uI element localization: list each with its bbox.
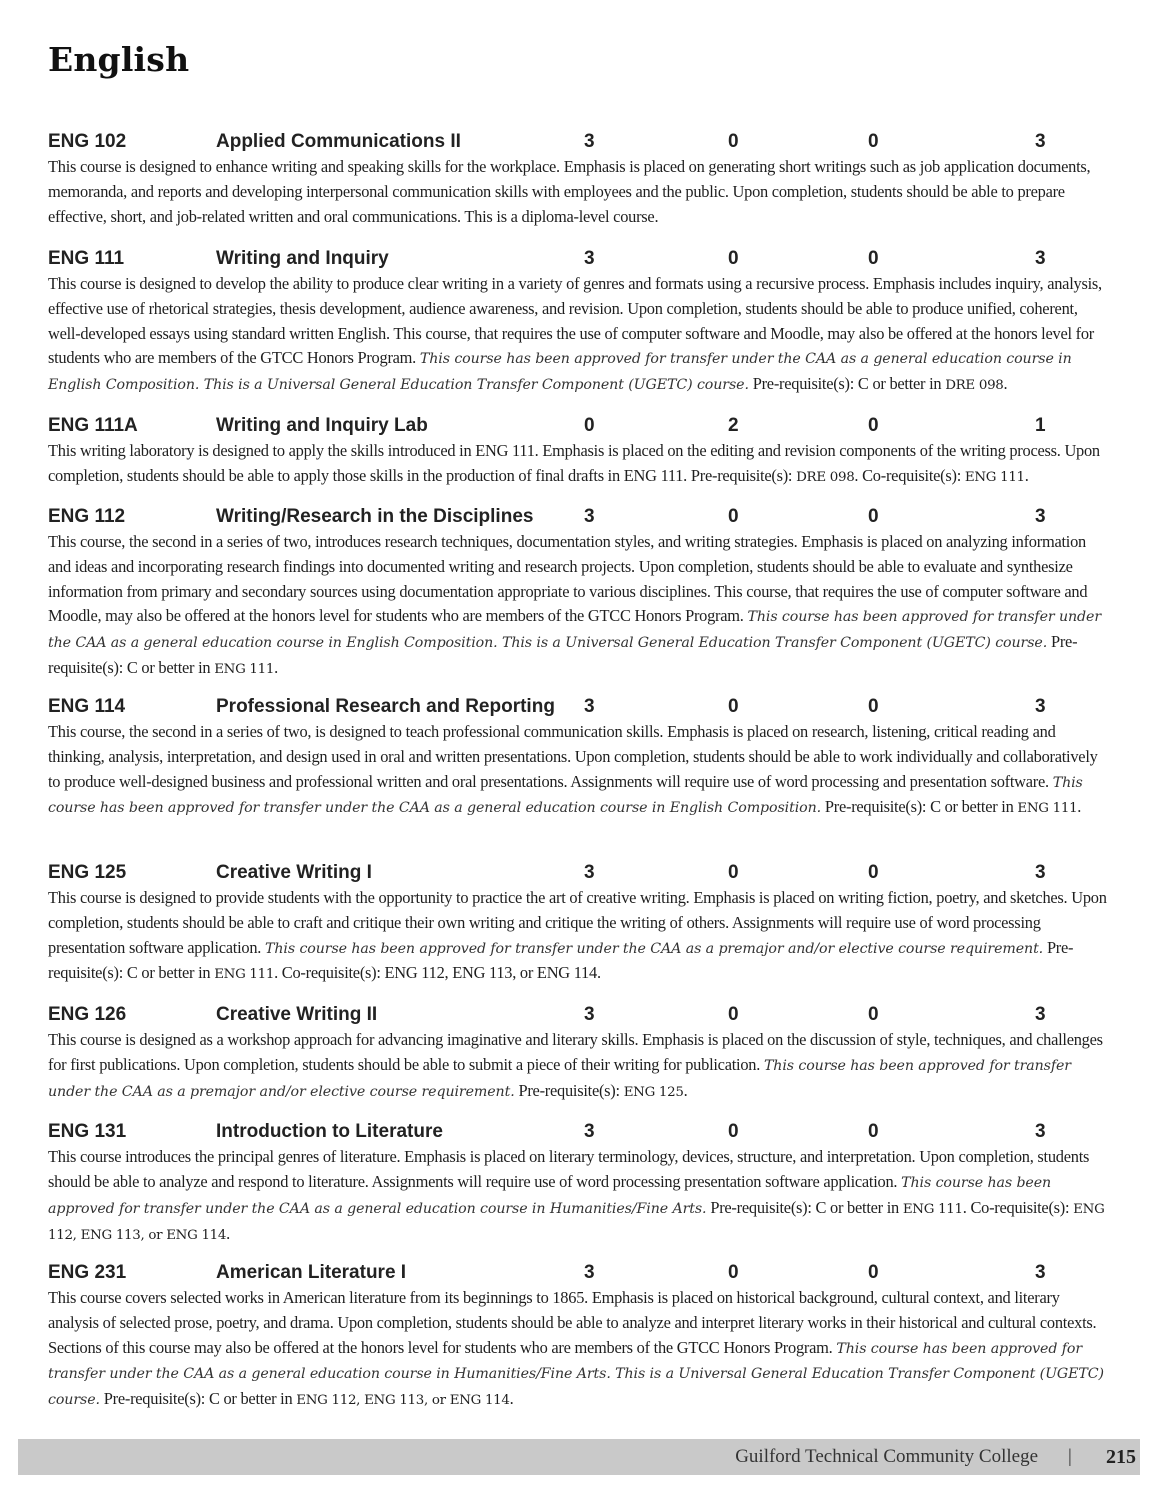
lab-hours: 0: [728, 1262, 739, 1283]
transfer-note: This course has been approved for transfer under the CAA as a general education course in Humanities/Fine Arts. This is a Universal General Education Transfer Component (UGETC) course.: [48, 1340, 1104, 1409]
course-header: [48, 1261, 1110, 1285]
prerequisite-label: Pre-requisite(s): C or better in: [752, 374, 942, 394]
lecture-hours: 3: [584, 1262, 595, 1283]
clinical-hours: 0: [868, 696, 879, 717]
prerequisite-course: ENG 111: [214, 661, 275, 677]
transfer-note: This course has been approved for transfer under the CAA as a premajor and/or elective course requirement.: [265, 940, 1044, 957]
course-title: Creative Writing I: [216, 862, 372, 883]
course-entry: [48, 695, 1110, 822]
prerequisite-course: ENG 112, ENG 113, or ENG 114: [296, 1393, 510, 1409]
credit-hours: 3: [1035, 248, 1046, 269]
course-entry: [48, 247, 1110, 399]
lecture-hours: 3: [584, 1121, 595, 1142]
course-entry: [48, 1120, 1110, 1249]
corequisite-label: Co-requisite(s):: [970, 1197, 1070, 1217]
corequisite-text: Co-requisite(s): ENG 112, ENG 113, or ENG 114: [281, 963, 597, 983]
prerequisite-label: Pre-requisite(s): C or better in: [824, 797, 1014, 817]
footer-separator: |: [1068, 1446, 1072, 1467]
course-description: This course, the second in a series of two, is designed to teach professional communication skills. Emphasis is placed on research, listening, critical reading and thinking, analysis, interpretation, and design used in oral and written presentations. Upon completion, students should be able to work individually and collaboratively to produce well-designed business and professional written and oral presentations. Assignments will require use of word processing and presentation software. This course has been approved for transfer under the CAA as a general education course in English Composition. Pre-requisite(s): C or better in ENG 111.: [48, 722, 1098, 817]
course-description: [48, 155, 1110, 229]
credit-hours: 3: [1035, 862, 1046, 883]
transfer-note: This course has been approved for transfer under the CAA as a general education course in English Composition. This is a Universal General Education Transfer Component (UGETC) course.: [48, 609, 1101, 652]
course-code: ENG 102: [48, 131, 127, 152]
course-entry: [48, 861, 1110, 988]
clinical-hours: 0: [868, 1262, 879, 1283]
course-description: This course introduces the principal genres of literature. Emphasis is placed on literary terminology, devices, structure, and interpretation. Upon completion, students should be able to analyze and respond to literature. Assignments will require use of word processing presentation software application. This course has been approved for transfer under the CAA as a general education course in Humanities/Fine Arts. Pre-requisite(s): C or better in ENG 111. Co-requisite(s): ENG 112, ENG 113, or ENG 114.: [48, 1147, 1105, 1244]
lecture-hours: 3: [584, 248, 595, 269]
course-code: ENG 131: [48, 1121, 127, 1142]
course-description: This course is designed as a workshop approach for advancing imaginative and literary skills. Emphasis is placed on the discussion of style, techniques, and challenges for first publications. Upon completion, students should be able to submit a piece of their writing for publication. This course has been approved for transfer under the CAA as a premajor and/or elective course requirement. Pre-requisite(s): ENG 125.: [48, 1030, 1103, 1100]
lecture-hours: 3: [584, 506, 595, 527]
course-description: This course covers selected works in American literature from its beginnings to 1865. Emphasis is placed on historical background, cultural context, and literary analysis of selected prose, poetry, and drama. Upon completion, students should be able to analyze and interpret literary works in their historical and cultural contexts. Sections of this course may also be offered at the honors level for students who are members of the GTCC Honors Program. This course has been approved for transfer under the CAA as a general education course in Humanities/Fine Arts. This is a Universal General Education Transfer Component (UGETC) course. Pre-requisite(s): C or better in ENG 112, ENG 113, or ENG 114.: [48, 1288, 1104, 1409]
prerequisite-course: ENG 111: [902, 1201, 963, 1217]
course-code: ENG 111A: [48, 415, 138, 436]
transfer-note: This course has been approved for transfer under the CAA as a general education course in Humanities/Fine Arts.: [48, 1174, 1052, 1217]
course-code: ENG 114: [48, 696, 126, 717]
transfer-note: This course has been approved for transfer under the CAA as a general education course in English Composition. This is a Universal General Education Transfer Component (UGETC) course.: [48, 351, 1072, 394]
prerequisite-label: Pre-requisite(s): C or better in: [710, 1197, 899, 1217]
transfer-note: This course has been approved for transfer under the CAA as a general education course in English Composition.: [48, 774, 1083, 817]
description-text: This course is designed as a workshop approach for advancing imaginative and literary skills. Emphasis is placed on the discussion of style, techniques, and challenges for first publications. Upon completion, students should be able to submit a piece of their writing for publication.: [48, 1030, 1103, 1074]
prerequisite-course: ENG 111: [1017, 801, 1078, 817]
lab-hours: 2: [728, 415, 739, 436]
course-title: Applied Communications II: [216, 131, 461, 152]
lab-hours: 0: [728, 1004, 739, 1025]
transfer-note: This course has been approved for transfer under the CAA as a premajor and/or elective course requirement.: [48, 1057, 1071, 1100]
course-header: [48, 130, 1110, 154]
course-description: This writing laboratory is designed to apply the skills introduced in ENG 111. Emphasis is placed on the editing and revision components of the writing process. Upon completion, students should be able to apply those skills in the production of final drafts in ENG 111. Pre-requisite(s): DRE 098. Co-requisite(s): ENG 111.: [48, 441, 1100, 485]
page-title: English: [48, 40, 190, 79]
lab-hours: 0: [728, 1121, 739, 1142]
clinical-hours: 0: [868, 862, 879, 883]
clinical-hours: 0: [868, 248, 879, 269]
lab-hours: 0: [728, 506, 739, 527]
lecture-hours: 3: [584, 696, 595, 717]
course-header: [48, 1003, 1110, 1027]
credit-hours: 3: [1035, 1004, 1046, 1025]
course-description: This course is designed to provide students with the opportunity to practice the art of creative writing. Emphasis is placed on writing fiction, poetry, and sketches. Upon completion, students should be able to craft and critique their own writing and critique the writing of others. Assignments will require use of word processing presentation software application. This course has been approved for transfer under the CAA as a premajor and/or elective course requirement. Pre-requisite(s): C or better in ENG 111. Co-requisite(s): ENG 112, ENG 113, or ENG 114.: [48, 888, 1107, 983]
lecture-hours: 3: [584, 1004, 595, 1025]
credit-hours: 1: [1035, 415, 1046, 436]
course-title: Writing and Inquiry Lab: [216, 415, 428, 436]
course-title: Writing/Research in the Disciplines: [216, 506, 534, 527]
course-title: Introduction to Literature: [216, 1121, 443, 1142]
credit-hours: 3: [1035, 696, 1046, 717]
course-code: ENG 126: [48, 1004, 127, 1025]
course-description: This course, the second in a series of two, introduces research techniques, documentation styles, and writing strategies. Emphasis is placed on analyzing information and ideas and incorporating research findings into documented writing and research projects. Upon completion, students should be able to evaluate and synthesize information from primary and secondary sources using documentation appropriate to various disciplines. This course, that requires the use of computer software and Moodle, may also be offered at the honors level for students who are members of the GTCC Honors Program. This course has been approved for transfer under the CAA as a general education course in English Composition. This is a Universal General Education Transfer Component (UGETC) course. Pre-requisite(s): C or better in ENG 111.: [48, 532, 1101, 677]
course-title: Writing and Inquiry: [216, 248, 389, 269]
corequisite-label: Co-requisite(s):: [862, 465, 961, 485]
lecture-hours: 3: [584, 862, 595, 883]
prerequisite-label: Pre-requisite(s): C or better in: [103, 1389, 293, 1409]
description-text: This course, the second in a series of two, is designed to teach professional communication skills. Emphasis is placed on research, listening, critical reading and thinking, analysis, interpretation, and design used in oral and written presentations. Upon completion, students should be able to work individually and collaboratively to produce well-designed business and professional written and oral presentations. Assignments will require use of word processing and presentation software.: [48, 722, 1098, 791]
course-title: Professional Research and Reporting: [216, 696, 555, 717]
course-header: [48, 1120, 1110, 1144]
description-text: This course is designed to provide students with the opportunity to practice the art of creative writing. Emphasis is placed on writing fiction, poetry, and sketches. Upon completion, students should be able to craft and critique their own writing and critique the writing of others. Assignments will require use of word processing presentation software application.: [48, 888, 1107, 957]
course-entry: [48, 505, 1110, 683]
course-code: ENG 111: [48, 248, 125, 269]
clinical-hours: 0: [868, 131, 879, 152]
credit-hours: 3: [1035, 1121, 1046, 1142]
corequisite-course: ENG 112, ENG 113, or ENG 114: [48, 1201, 1105, 1244]
course-code: ENG 231: [48, 1262, 127, 1283]
prerequisite-course: ENG 125: [623, 1084, 684, 1100]
lab-hours: 0: [728, 862, 739, 883]
prerequisite-label: Pre-requisite(s): C or better in: [48, 632, 1078, 677]
course-header: [48, 695, 1110, 719]
clinical-hours: 0: [868, 1004, 879, 1025]
description-text: This course introduces the principal genres of literature. Emphasis is placed on literary terminology, devices, structure, and interpretation. Upon completion, students should be able to analyze and respond to literature. Assignments will require use of word processing presentation software application.: [48, 1147, 1090, 1191]
description-text: This course covers selected works in American literature from its beginnings to 1865. Emphasis is placed on historical background, cultural context, and literary analysis of selected prose, poetry, and drama. Upon completion, students should be able to analyze and interpret literary works in their historical and cultural contexts. Sections of this course may also be offered at the honors level for students who are members of the GTCC Honors Program.: [48, 1288, 1097, 1357]
clinical-hours: 0: [868, 415, 879, 436]
credit-hours: 3: [1035, 1262, 1046, 1283]
clinical-hours: 0: [868, 506, 879, 527]
course-description: This course is designed to develop the ability to produce clear writing in a variety of genres and formats using a recursive process. Emphasis includes inquiry, analysis, effective use of rhetorical strategies, thesis development, audience awareness, and revision. Upon completion, students should be able to produce unified, coherent, well-developed essays using standard written English. This course, that requires the use of computer software and Moodle, may also be offered at the honors level for students who are members of the GTCC Honors Program. This course has been approved for transfer under the CAA as a general education course in English Composition. This is a Universal General Education Transfer Component (UGETC) course. Pre-requisite(s): C or better in DRE 098.: [48, 274, 1102, 394]
course-entry: [48, 1261, 1110, 1414]
course-entry: [48, 414, 1110, 491]
course-code: ENG 112: [48, 506, 126, 527]
corequisite-course: ENG 111: [964, 469, 1025, 485]
course-header: [48, 414, 1110, 438]
description-text: This course is designed to enhance writing and speaking skills for the workplace. Emphasis is placed on generating short writings such as job application documents, memoranda, and reports and developing interpersonal communication skills with employees and the public. Upon completion, students should be able to prepare effective, short, and job-related written and oral communications. This is a diploma-level course.: [48, 157, 1091, 226]
prerequisite-course: DRE 098: [796, 469, 855, 485]
prerequisite-course: DRE 098: [945, 378, 1004, 394]
prerequisite-label: Pre-requisite(s):: [518, 1080, 620, 1100]
description-text: This course, the second in a series of two, introduces research techniques, documentation styles, and writing strategies. Emphasis is placed on analyzing information and ideas and incorporating research findings into documented writing and research projects. Upon completion, students should be able to evaluate and synthesize information from primary and secondary sources using documentation appropriate to various disciplines. This course, that requires the use of computer software and Moodle, may also be offered at the honors level for students who are members of the GTCC Honors Program.: [48, 532, 1088, 626]
footer-college-name: Guilford Technical Community College: [735, 1446, 1038, 1467]
course-title: Creative Writing II: [216, 1004, 378, 1025]
credit-hours: 3: [1035, 131, 1046, 152]
course-code: ENG 125: [48, 862, 127, 883]
clinical-hours: 0: [868, 1121, 879, 1142]
lab-hours: 0: [728, 131, 739, 152]
course-entry: [48, 130, 1110, 229]
description-text: This course is designed to develop the ability to produce clear writing in a variety of genres and formats using a recursive process. Emphasis includes inquiry, analysis, effective use of rhetorical strategies, thesis development, audience awareness, and revision. Upon completion, students should be able to produce unified, coherent, well-developed essays using standard written English. This course, that requires the use of computer software and Moodle, may also be offered at the honors level for students who are members of the GTCC Honors Program.: [48, 274, 1102, 368]
course-header: [48, 861, 1110, 885]
prerequisite-course: ENG 111: [214, 967, 275, 983]
lecture-hours: 0: [584, 415, 595, 436]
page-number: 215: [1106, 1446, 1136, 1468]
prerequisite-label: Pre-requisite(s): C or better in: [48, 937, 1074, 983]
description-text: This writing laboratory is designed to apply the skills introduced in ENG 111. Emphasis is placed on the editing and revision components of the writing process. Upon completion, students should be able to apply those skills in the production of final drafts in ENG 111.: [48, 441, 1100, 485]
lab-hours: 0: [728, 248, 739, 269]
course-header: [48, 505, 1110, 529]
prerequisite-label: Pre-requisite(s):: [690, 465, 793, 485]
credit-hours: 3: [1035, 506, 1046, 527]
lecture-hours: 3: [584, 131, 595, 152]
course-entry: [48, 1003, 1110, 1105]
course-title: American Literature I: [216, 1262, 407, 1283]
course-header: [48, 247, 1110, 271]
lab-hours: 0: [728, 696, 739, 717]
